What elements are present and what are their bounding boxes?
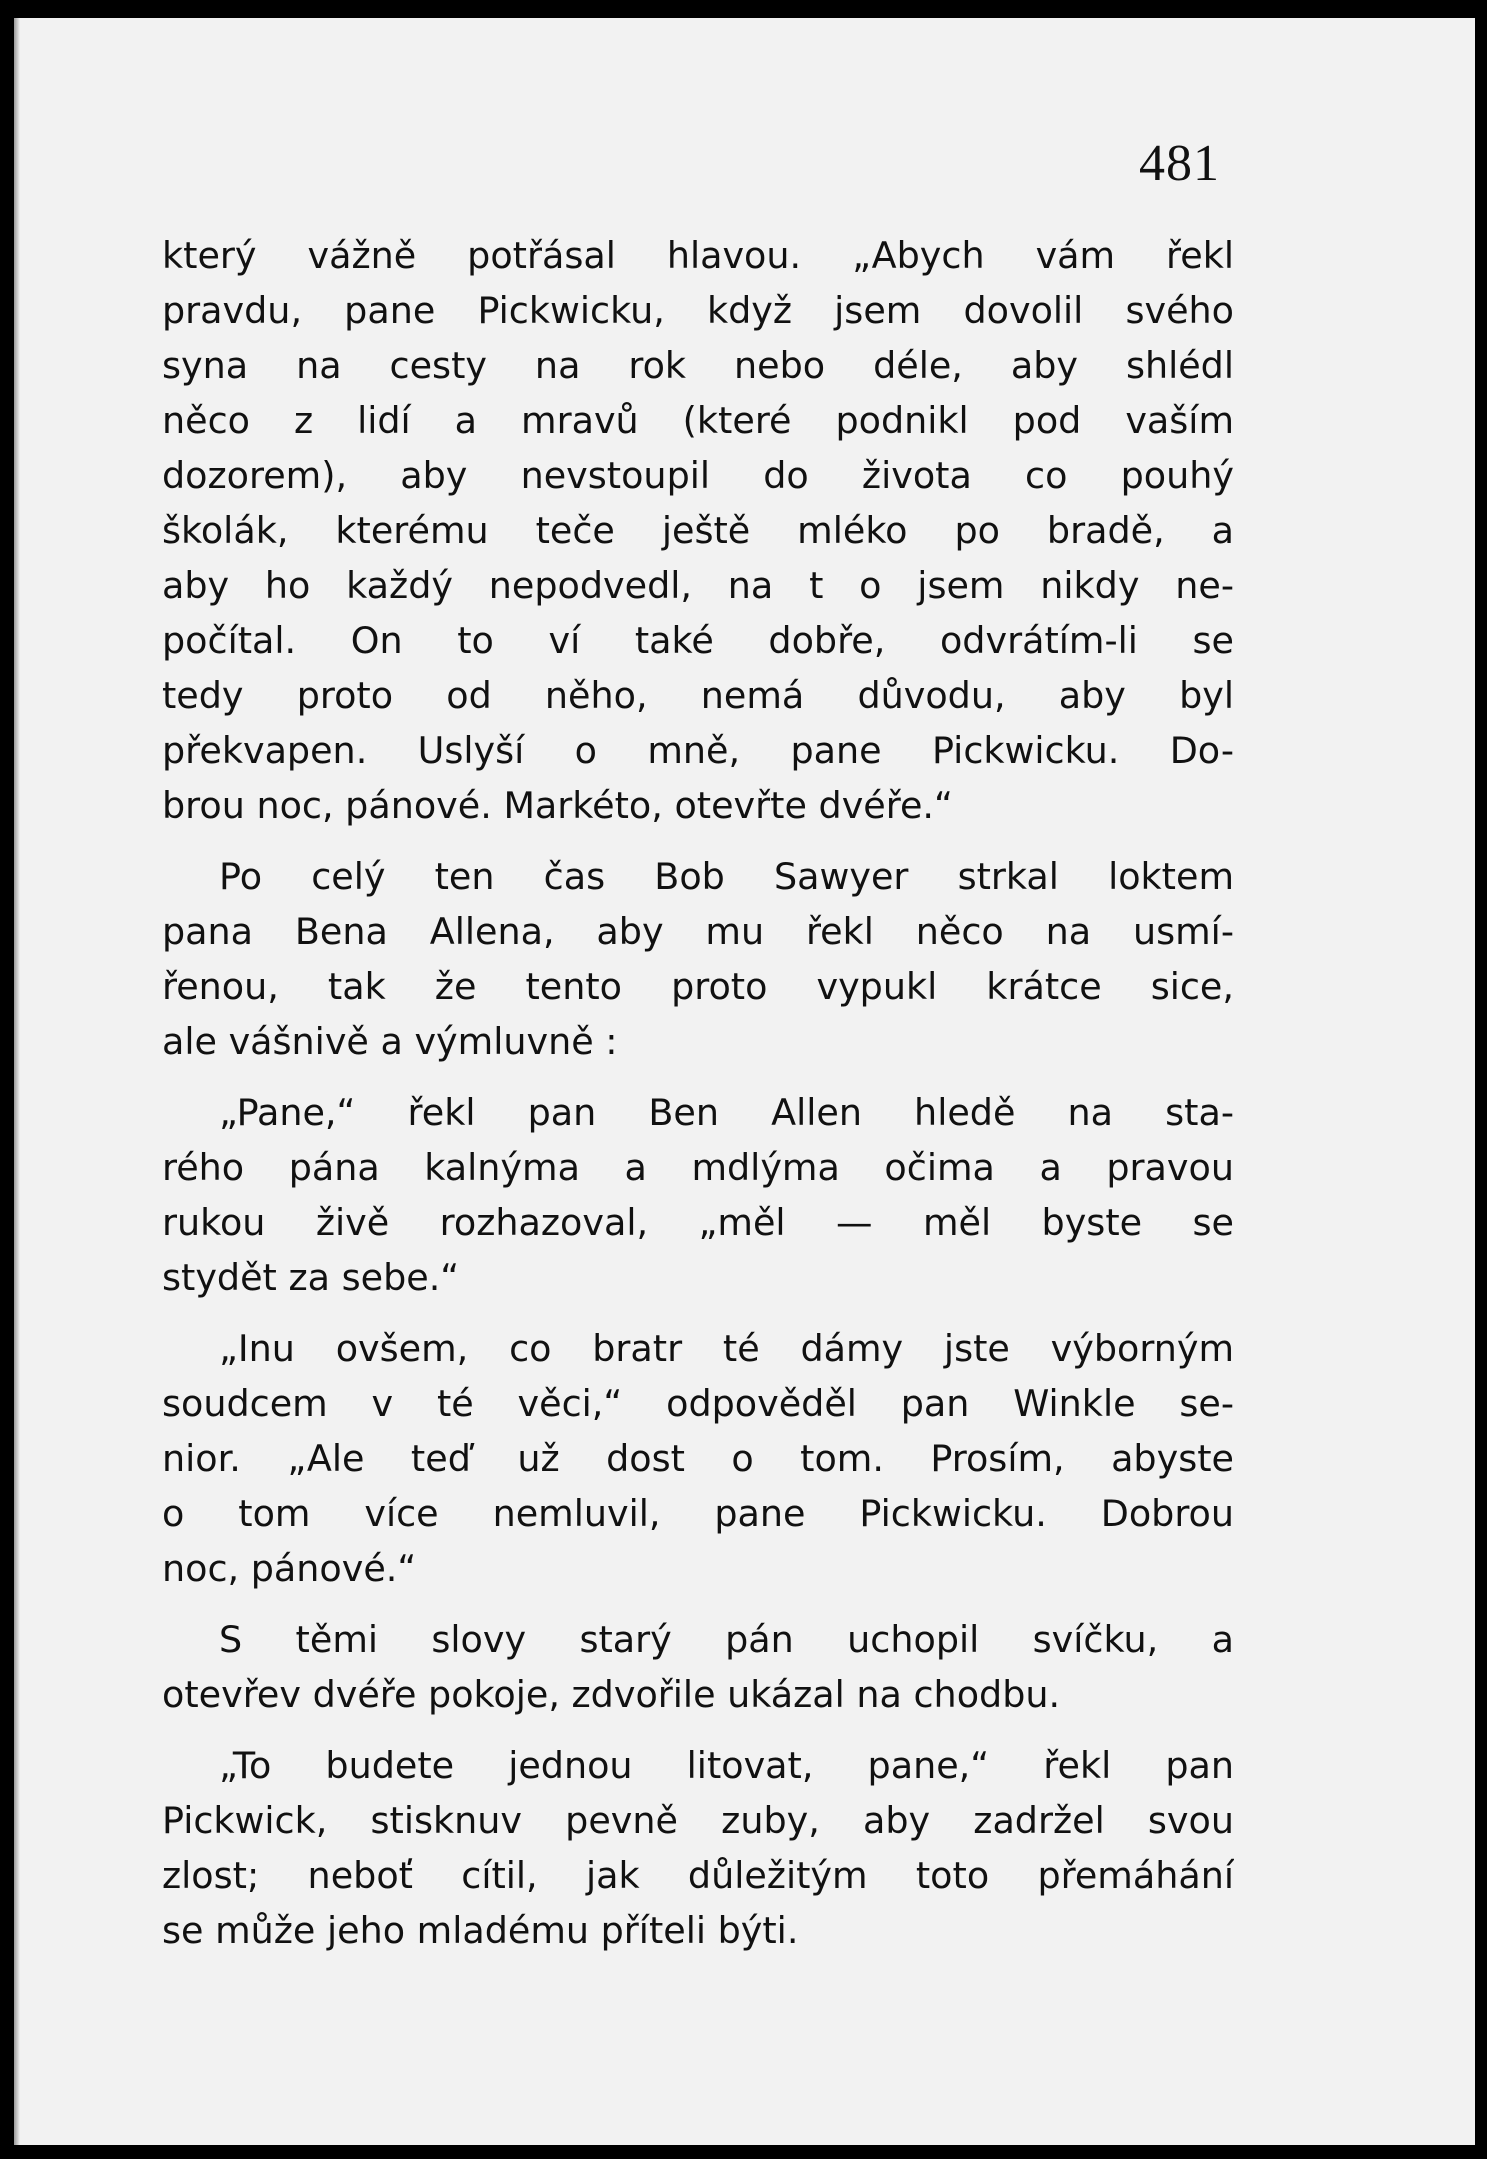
paragraph [162,1738,1234,1958]
text-line: „To budete jednou litovat, pane,“ řekl pan [219,1744,1234,1787]
text-line: Po celý ten čas Bob Sawyer strkal loktem [219,855,1234,898]
text-line: dozorem), aby nevstoupil do života co pouhý [162,454,1234,497]
text-line: noc, pánové.“ [162,1547,417,1590]
text-line: pravdu, pane Pickwicku, když jsem dovolil svého [162,289,1234,332]
paragraph [162,228,1234,833]
text-line: o tom více nemluvil, pane Pickwicku. Dobrou [162,1492,1234,1535]
text-line: otevřev dvéře pokoje, zdvořile ukázal na chodbu. [162,1673,1061,1716]
text-line: soudcem v té věci,“ odpověděl pan Winkle se- [162,1382,1234,1425]
text-line: syna na cesty na rok nebo déle, aby shlédl [162,344,1234,387]
paragraph [162,1612,1234,1722]
text-line: S těmi slovy starý pán uchopil svíčku, a [219,1618,1234,1661]
text-line: se může jeho mladému příteli býti. [162,1909,799,1952]
paragraph [162,1321,1234,1596]
paragraph [162,1085,1234,1305]
text-line: aby ho každý nepodvedl, na t o jsem nikdy ne- [162,564,1234,607]
text-line: tedy proto od něho, nemá důvodu, aby byl [162,674,1234,717]
text-line: překvapen. Uslyší o mně, pane Pickwicku. Do- [162,729,1234,772]
text-line: zlost; neboť cítil, jak důležitým toto přemáhání [162,1854,1234,1897]
text-line: rého pána kalnýma a mdlýma očima a pravou [162,1146,1234,1189]
text-line: počítal. On to ví také dobře, odvrátím-li se [162,619,1234,662]
text-line: brou noc, pánové. Markéto, otevřte dvéře.“ [162,784,953,827]
text-line: „Inu ovšem, co bratr té dámy jste výborným [219,1327,1234,1370]
text-line: něco z lidí a mravů (které podnikl pod vaším [162,399,1234,442]
body-text [162,228,1234,1958]
text-line: Pickwick, stisknuv pevně zuby, aby zadržel svou [162,1799,1234,1842]
text-line: stydět za sebe.“ [162,1256,460,1299]
text-line: „Pane,“ řekl pan Ben Allen hledě na sta- [219,1091,1234,1134]
text-line: ale vášnivě a výmluvně : [162,1020,618,1063]
text-line: rukou živě rozhazoval, „měl — měl byste se [162,1201,1234,1244]
text-line: řenou, tak že tento proto vypukl krátce sice, [162,965,1234,1008]
text-line: školák, kterému teče ještě mléko po bradě, a [162,509,1234,552]
binding-shadow [14,18,20,2145]
page-number: 481 [1139,135,1220,192]
text-line: nior. „Ale teď už dost o tom. Prosím, abyste [162,1437,1234,1480]
text-line: který vážně potřásal hlavou. „Abych vám řekl [162,234,1234,277]
paragraph [162,849,1234,1069]
book-page [14,18,1475,2145]
text-line: pana Bena Allena, aby mu řekl něco na usmí- [162,910,1234,953]
